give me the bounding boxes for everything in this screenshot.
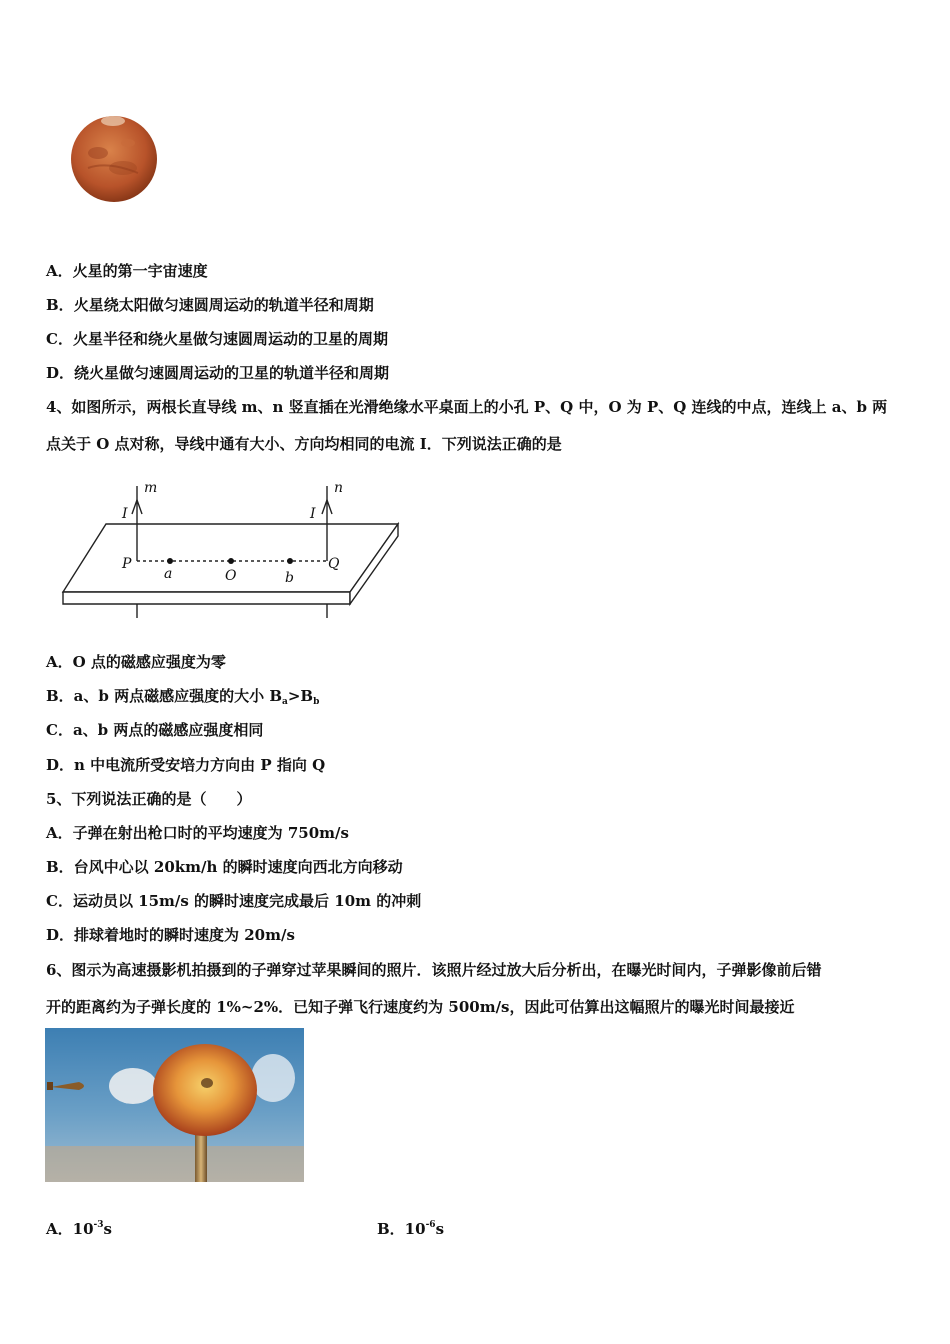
label-q: Q [328, 556, 340, 572]
q3-option-b: B．火星绕太阳做匀速圆周运动的轨道半径和周期 [46, 296, 374, 314]
q4-option-d: D．n 中电流所受安培力方向由 P 指向 Q [46, 756, 326, 774]
bullet-apple-photo [45, 1028, 304, 1182]
label-p: P [122, 556, 132, 572]
q4-stem-line1: 4、如图所示，两根长直导线 m、n 竖直插在光滑绝缘水平桌面上的小孔 P、Q 中，O 为 P、Q 连线的中点，连线上 a、b 两 [46, 398, 888, 416]
label-n: n [334, 480, 344, 496]
q5-option-d: D．排球着地时的瞬时速度为 20m/s [46, 926, 295, 944]
q4-option-a: A．O 点的磁感应强度为零 [46, 653, 226, 671]
q5-stem: 5、下列说法正确的是（ ） [46, 790, 252, 808]
q5-option-a: A．子弹在射出枪口时的平均速度为 750m/s [46, 824, 349, 842]
q6-option-b: B．$10^{-6}s$ [377, 1220, 445, 1238]
label-i-m: I [122, 506, 128, 522]
mars-image [68, 113, 160, 205]
label-a: a [164, 566, 173, 582]
q4-stem-line2: 点关于 O 点对称，导线中通有大小、方向均相同的电流 I．下列说法正确的是 [46, 435, 562, 453]
point-b-dot [287, 558, 293, 564]
q3-option-c: C．火星半径和绕火星做匀速圆周运动的卫星的周期 [46, 330, 388, 348]
q6-stem-line1: 6、图示为高速摄影机拍摄到的子弹穿过苹果瞬间的照片．该照片经过放大后分析出，在曝光时间内，子弹影像前后错 [46, 961, 822, 979]
point-o-dot [228, 558, 234, 564]
q6-stem-line2: 开的距离约为子弹长度的 1%~2%．已知子弹飞行速度约为 500m/s，因此可估算出这幅照片的曝光时间最接近 [46, 998, 795, 1016]
q3-option-d: D．绕火星做匀速圆周运动的卫星的轨道半径和周期 [46, 364, 390, 382]
q4-option-b: B．a、b 两点磁感应强度的大小 $B_a>B_b$ [46, 687, 320, 707]
label-m: m [144, 480, 158, 496]
q6-option-a: A．$10^{-3}s$ [46, 1220, 112, 1238]
point-a-dot [167, 558, 173, 564]
q4-option-c: C．a、b 两点的磁感应强度相同 [46, 721, 264, 739]
label-o: O [225, 568, 237, 584]
label-i-n: I [310, 506, 316, 522]
q3-option-a: A．火星的第一宇宙速度 [46, 262, 208, 280]
label-b: b [285, 570, 294, 586]
q5-option-b: B．台风中心以 20km/h 的瞬时速度向西北方向移动 [46, 858, 403, 876]
q5-option-c: C．运动员以 15m/s 的瞬时速度完成最后 10m 的冲刺 [46, 892, 422, 910]
wires-diagram [60, 478, 405, 626]
